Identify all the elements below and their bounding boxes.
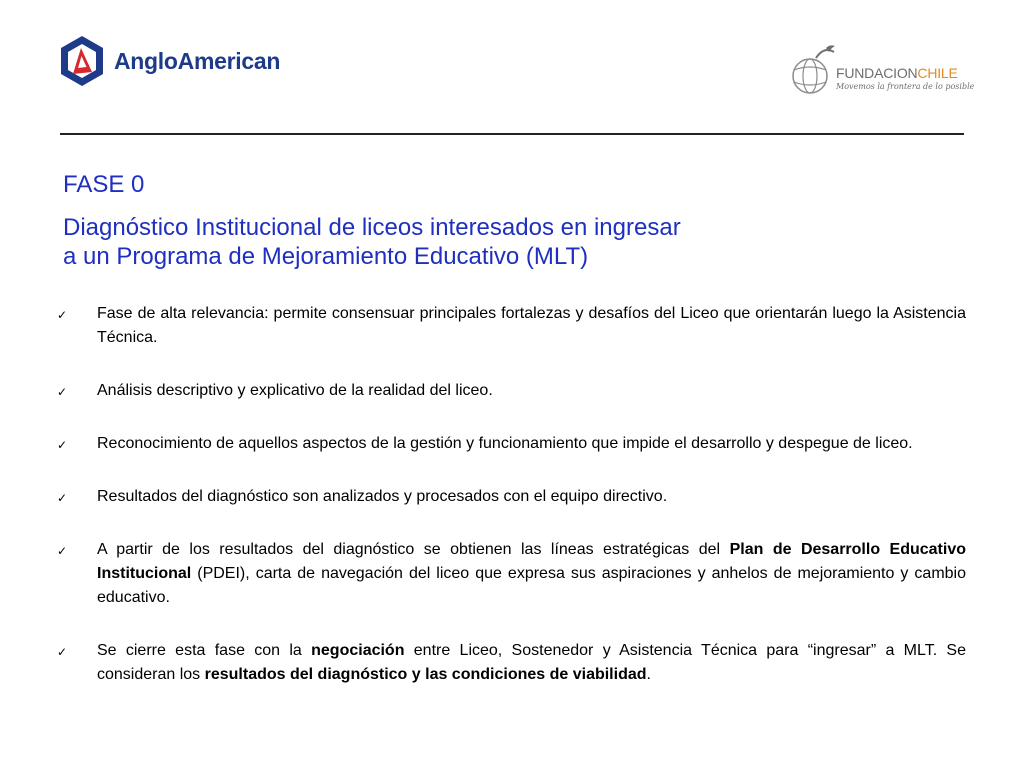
slide-title-line-2: a un Programa de Mejoramiento Educativo (MLT) [63, 243, 589, 270]
bullet-bold-text: negociación [311, 642, 405, 659]
bullet-item [55, 302, 966, 350]
bullet-list [55, 302, 966, 716]
globe-swirl-icon [786, 44, 838, 100]
slide-title [63, 213, 963, 271]
bullet-item [55, 379, 966, 403]
bullet-item [55, 432, 966, 456]
bullet-text: Análisis descriptivo y explicativo de la realidad del liceo. [97, 382, 493, 399]
checkmark-icon: ✓ [57, 385, 68, 399]
slide-title-line-1: Diagnóstico Institucional de liceos interesados en ingresar [63, 214, 681, 241]
checkmark-icon: ✓ [57, 308, 68, 322]
bullet-item [55, 538, 966, 610]
phase-heading: FASE 0 [63, 171, 145, 198]
bullet-bold-text: Plan de Desarrollo Educativo Institucional [97, 541, 967, 582]
checkmark-icon: ✓ [57, 491, 68, 505]
checkmark-icon: ✓ [57, 544, 68, 558]
fundacion-chile-name [836, 65, 958, 81]
bullet-item [55, 485, 966, 509]
anglo-american-logo [58, 34, 280, 88]
header-divider [60, 133, 964, 135]
bullet-text: Se cierre esta fase con la [97, 642, 312, 659]
bullet-text: . [646, 666, 651, 683]
bullet-text: Resultados del diagnóstico son analizados y procesados con el equipo directivo. [97, 488, 668, 505]
bullet-text: entre Liceo, Sostenedor y Asistencia Técnica para “ingresar” a MLT. Se consideran los [97, 642, 967, 683]
bullet-text: Fase de alta relevancia: permite consensuar principales fortalezas y desafíos del Liceo que orientarán luego la Asistencia Técnica. [97, 305, 966, 346]
fundacion-chile-logo [786, 40, 975, 102]
chile-label: CHILE [917, 65, 958, 81]
bullet-text: (PDEI), carta de navegación del liceo que expresa sus aspiraciones y anhelos de mejoramiento y cambio educativo. [97, 565, 966, 606]
fundacion-chile-tagline: Movemos la frontera de lo posible [836, 82, 975, 91]
bullet-text: Reconocimiento de aquellos aspectos de la gestión y funcionamiento que impide el desarrollo y despegue de liceo. [97, 435, 913, 452]
anglo-american-emblem-icon [58, 34, 106, 88]
anglo-american-wordmark: AngloAmerican [114, 47, 281, 74]
checkmark-icon: ✓ [57, 438, 68, 452]
bullet-item [55, 639, 966, 687]
bullet-bold-text: resultados del diagnóstico y las condiciones de viabilidad [204, 666, 647, 683]
checkmark-icon: ✓ [57, 645, 68, 659]
bullet-text: A partir de los resultados del diagnóstico se obtienen las líneas estratégicas del [97, 541, 730, 558]
fundacion-label: FUNDACION [836, 65, 918, 81]
